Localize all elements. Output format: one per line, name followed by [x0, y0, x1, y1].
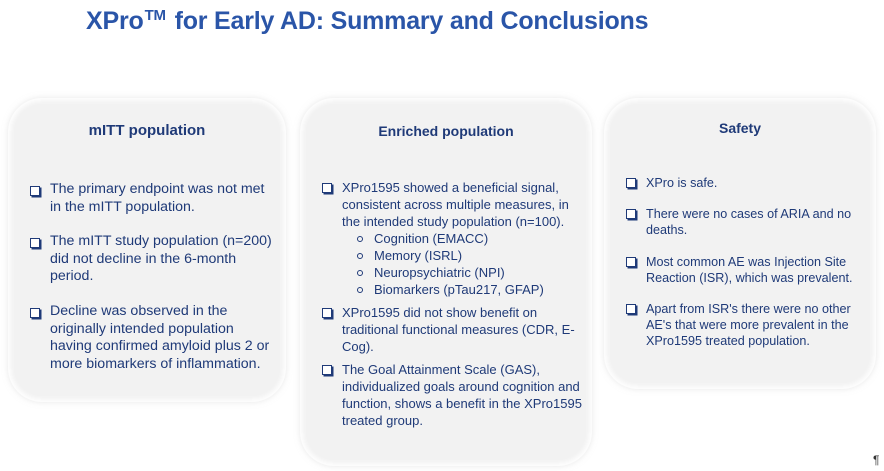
- trademark-superscript: TM: [144, 7, 166, 24]
- bullet-text: The primary endpoint was not met in the mITT population.: [50, 181, 265, 215]
- circle-bullet-icon: [357, 253, 363, 259]
- mitt-bullet-list: [28, 181, 273, 390]
- list-item: [28, 303, 273, 373]
- enriched-bullet-list: [320, 179, 582, 435]
- bullet-text: The Goal Attainment Scale (GAS), individualized goals around cognition and function, shows a benefit in the XPro1595 treated group.: [342, 362, 582, 428]
- bullet-text: XPro is safe.: [646, 176, 718, 190]
- list-item: [320, 361, 582, 429]
- list-item: [624, 254, 864, 286]
- page-title: [86, 7, 648, 36]
- square-bullet-icon: [322, 365, 332, 375]
- measures-sub-list: [342, 230, 582, 298]
- sub-list-item: [342, 281, 582, 298]
- square-bullet-icon: [322, 183, 332, 193]
- list-item: [320, 179, 582, 298]
- mitt-population-panel: [8, 98, 286, 402]
- square-bullet-icon: [30, 308, 40, 318]
- bullet-text: XPro1595 did not show benefit on traditional functional measures (CDR, E-Cog).: [342, 305, 575, 354]
- sub-list-item: [342, 264, 582, 281]
- list-item: [624, 175, 864, 191]
- bullet-text: Most common AE was Injection Site Reaction (ISR), which was prevalent.: [646, 254, 853, 285]
- bullet-text: Decline was observed in the originally intended population having confirmed amyloid plus 2 or more biomarkers of inflammation.: [50, 302, 270, 372]
- safety-bullet-list: [624, 175, 864, 365]
- bullet-text: The mITT study population (n=200) did not decline in the 6-month period.: [50, 233, 272, 285]
- square-bullet-icon: [322, 308, 332, 318]
- sub-bullet-text: Biomarkers (pTau217, GFAP): [374, 282, 544, 297]
- bullet-text: There were no cases of ARIA and no deaths.: [646, 207, 852, 238]
- square-bullet-icon: [626, 257, 636, 267]
- sub-bullet-text: Neuropsychiatric (NPI): [374, 265, 505, 280]
- circle-bullet-icon: [357, 236, 363, 242]
- title-prefix: XPro: [86, 7, 144, 35]
- list-item: [624, 301, 864, 350]
- square-bullet-icon: [626, 209, 636, 219]
- enriched-panel-title: Enriched population: [378, 123, 514, 139]
- square-bullet-icon: [626, 304, 636, 314]
- circle-bullet-icon: [357, 270, 363, 276]
- title-suffix: for Early AD: Summary and Conclusions: [167, 7, 649, 35]
- paragraph-mark: ¶: [873, 453, 880, 467]
- list-item: [624, 206, 864, 238]
- sub-bullet-text: Memory (ISRL): [374, 248, 463, 263]
- circle-bullet-icon: [357, 287, 363, 293]
- sub-list-item: [342, 230, 582, 247]
- safety-panel: [604, 98, 876, 389]
- sub-list-item: [342, 247, 582, 264]
- bullet-text: XPro1595 showed a beneficial signal, consistent across multiple measures, in the intended study population (n=100).: [342, 180, 569, 229]
- mitt-panel-title: mITT population: [88, 122, 206, 139]
- list-item: [28, 181, 273, 216]
- enriched-population-panel: [300, 98, 592, 466]
- square-bullet-icon: [30, 238, 40, 248]
- sub-bullet-text: Cognition (EMACC): [374, 231, 489, 246]
- list-item: [320, 304, 582, 355]
- square-bullet-icon: [30, 186, 40, 196]
- safety-panel-title: Safety: [718, 120, 762, 136]
- square-bullet-icon: [626, 178, 636, 188]
- bullet-text: Apart from ISR's there were no other AE's that were more prevalent in the XPro1595 treated population.: [646, 302, 851, 349]
- list-item: [28, 233, 273, 286]
